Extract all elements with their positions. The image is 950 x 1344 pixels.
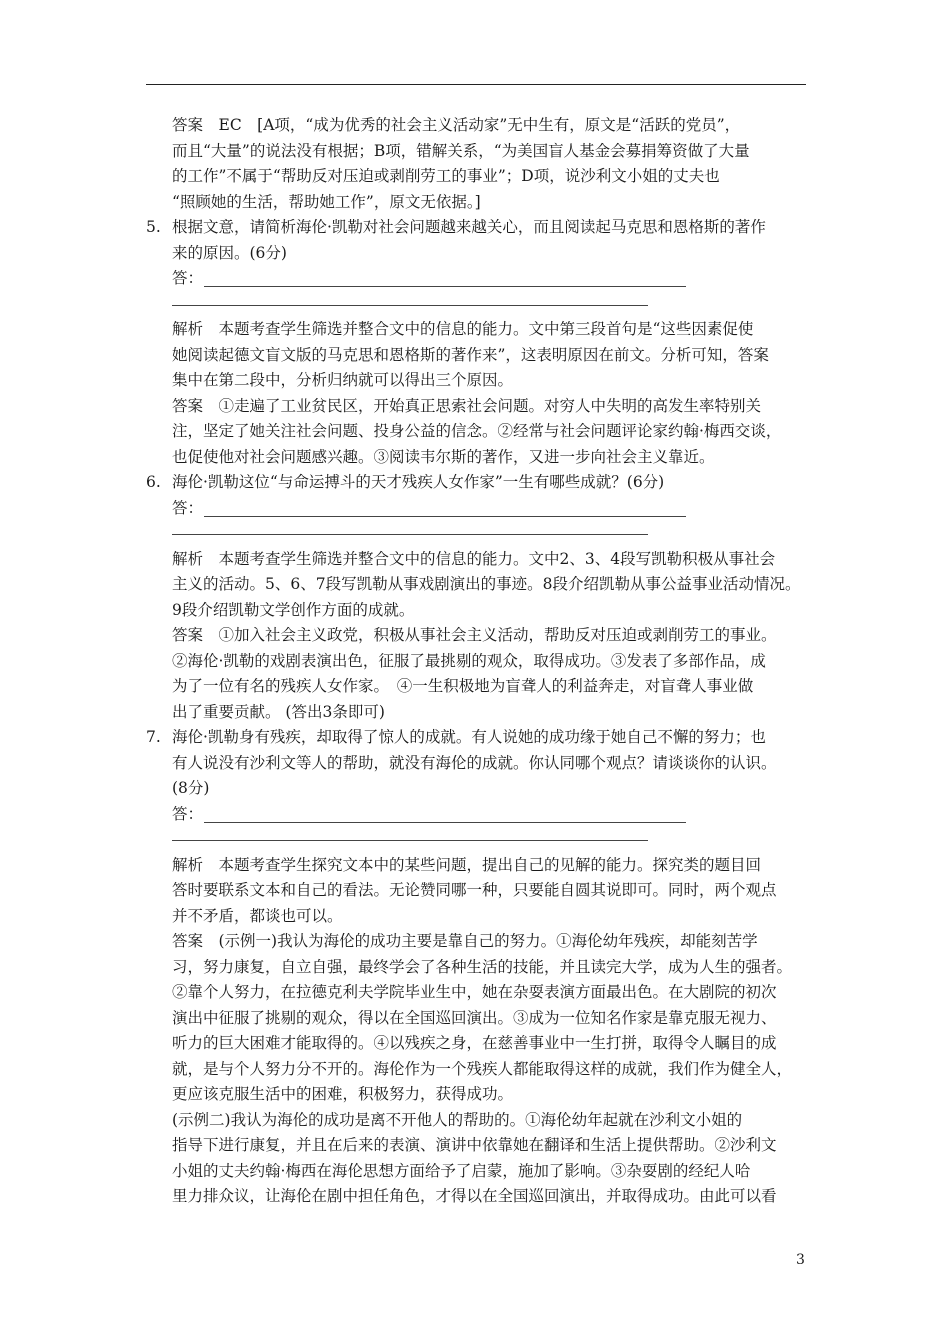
text-line: 答案 (示例一)我认为海伦的成功主要是靠自己的努力。①海伦幼年残疾，却能刻苦学 xyxy=(172,932,758,950)
question-number: 6. xyxy=(146,473,161,491)
text-line: ②靠个人努力，在拉德克利夫学院毕业生中，她在杂耍表演方面最出色。在大剧院的初次 xyxy=(172,983,777,1001)
text-line: 她阅读起德文盲文版的马克思和恩格斯的著作来”，这表明原因在前文。分析可知，答案 xyxy=(172,345,769,364)
text-line: 集中在第二段中，分析归纳就可以得出三个原因。 xyxy=(172,371,514,389)
header-rule xyxy=(146,84,806,85)
answer-blank-line[interactable] xyxy=(146,292,816,318)
text-line: 主义的活动。5、6、7段写凯勒从事戏剧演出的事迹。8段介绍凯勒从事公益事业活动情况。 xyxy=(172,575,801,593)
answer-label: 答： xyxy=(172,804,204,823)
answer-label: 答： xyxy=(172,269,204,287)
question-6-prompt xyxy=(146,470,816,496)
question-number: 5. xyxy=(146,218,161,236)
text-line: (8分) xyxy=(172,779,210,797)
text-line: 并不矛盾，都谈也可以。 xyxy=(172,906,343,925)
question-6 xyxy=(146,470,816,725)
question-5 xyxy=(146,215,816,470)
text-line: 注，坚定了她关注社会问题、投身公益的信念。②经常与社会问题评论家约翰·梅西交谈， xyxy=(172,422,782,440)
text-line: 答案 EC [A项，“成为优秀的社会主义活动家”无中生有，原文是“活跃的党员”， xyxy=(172,116,741,134)
answer-blank-line[interactable] xyxy=(146,521,816,547)
answer-field[interactable] xyxy=(146,496,816,522)
text-line: 更应该克服生活中的困难，积极努力，获得成功。 xyxy=(172,1085,514,1103)
text-line: 根据文意，请简析海伦·凯勒对社会问题越来越关心，而且阅读起马克思和恩格斯的著作 xyxy=(172,218,766,236)
text-line: 而且“大量”的说法没有根据；B项，错解关系，“为美国盲人基金会募捐筹资做了大量 xyxy=(172,141,750,160)
answer-label: 答： xyxy=(172,498,204,517)
text-line: 有人说没有沙利文等人的帮助，就没有海伦的成就。你认同哪个观点？请谈谈你的认识。 xyxy=(172,753,777,772)
text-line: 的工作”不属于“帮助反对压迫或剥削劳工的事业”；D项，说沙利文小姐的丈夫也 xyxy=(172,167,720,185)
answer-blank-line[interactable] xyxy=(146,827,816,853)
answer-underline xyxy=(204,286,686,287)
text-line: 里力排众议，让海伦在剧中担任角色，才得以在全国巡回演出，并取得成功。由此可以看 xyxy=(172,1187,777,1205)
text-line: 小姐的丈夫约翰·梅西在海伦思想方面给予了启蒙，施加了影响。③杂耍剧的经纪人哈 xyxy=(172,1161,751,1180)
text-line: 解析 本题考查学生筛选并整合文中的信息的能力。文中2、3、4段写凯勒积极从事社会 xyxy=(172,549,776,568)
text-line: 出了重要贡献。 (答出3条即可) xyxy=(172,702,385,721)
page-content xyxy=(146,113,816,1210)
text-line: 就，是与个人努力分不开的。海伦作为一个残疾人都能取得这样的成就，我们作为健全人， xyxy=(172,1059,793,1078)
text-line: 答案 ①走遍了工业贫民区，开始真正思索社会问题。对穷人中失明的高发生率特别关 xyxy=(172,396,762,415)
text-line: ②海伦·凯勒的戏剧表演出色，征服了最挑剔的观众，取得成功。③发表了多部作品，成 xyxy=(172,651,766,670)
text-line: 演出中征服了挑剔的观众，得以在全国巡回演出。③成为一位知名作家是靠克服无视力、 xyxy=(172,1008,777,1027)
text-line: 听力的巨大困难才能取得的。④以残疾之身，在慈善事业中一生打拼，取得令人瞩目的成 xyxy=(172,1034,777,1052)
text-line: 解析 本题考查学生探究文本中的某些问题，提出自己的见解的能力。探究类的题目回 xyxy=(172,855,762,874)
text-line: 为了一位有名的残疾人女作家。 ④一生积极地为盲聋人的利益奔走，对盲聋人事业做 xyxy=(172,677,754,695)
text-line: 答案 ①加入社会主义政党，积极从事社会主义活动，帮助反对压迫或剥削劳工的事业。 xyxy=(172,626,777,644)
text-line: 习，努力康复，自立自强，最终学会了各种生活的技能，并且读完大学，成为人生的强者。 xyxy=(172,957,793,976)
answer-underline xyxy=(204,516,686,517)
page-number: 3 xyxy=(796,1252,805,1268)
answer-field[interactable] xyxy=(146,802,816,828)
text-line: 解析 本题考查学生筛选并整合文中的信息的能力。文中第三段首句是“这些因素促使 xyxy=(172,320,754,338)
question-number: 7. xyxy=(146,728,161,746)
text-line: 9段介绍凯勒文学创作方面的成就。 xyxy=(172,600,415,619)
text-line: 答时要联系文本和自己的看法。无论赞同哪一种，只要能自圆其说即可。同时，两个观点 xyxy=(172,881,777,899)
answer-field[interactable] xyxy=(146,266,816,292)
question-7 xyxy=(146,725,816,1210)
answer-underline xyxy=(204,822,686,823)
question-5-prompt xyxy=(146,215,816,241)
q4-answer-block xyxy=(146,113,816,215)
text-line: “照顾她的生活，帮助她工作”，原文无依据。] xyxy=(172,192,481,211)
question-7-prompt xyxy=(146,725,816,751)
text-line: (示例二)我认为海伦的成功是离不开他人的帮助的。①海伦幼年起就在沙利文小姐的 xyxy=(172,1110,743,1129)
text-line: 也促使他对社会问题感兴趣。③阅读韦尔斯的著作，又进一步向社会主义靠近。 xyxy=(172,447,715,466)
text-line: 来的原因。(6分) xyxy=(172,243,287,262)
text-line: 海伦·凯勒这位“与命运搏斗的天才残疾人女作家”一生有哪些成就？(6分) xyxy=(172,473,665,491)
text-line: 海伦·凯勒身有残疾，却取得了惊人的成就。有人说她的成功缘于她自己不懈的努力；也 xyxy=(172,728,766,746)
text-line: 指导下进行康复，并且在后来的表演、演讲中依靠她在翻译和生活上提供帮助。②沙利文 xyxy=(172,1136,777,1154)
